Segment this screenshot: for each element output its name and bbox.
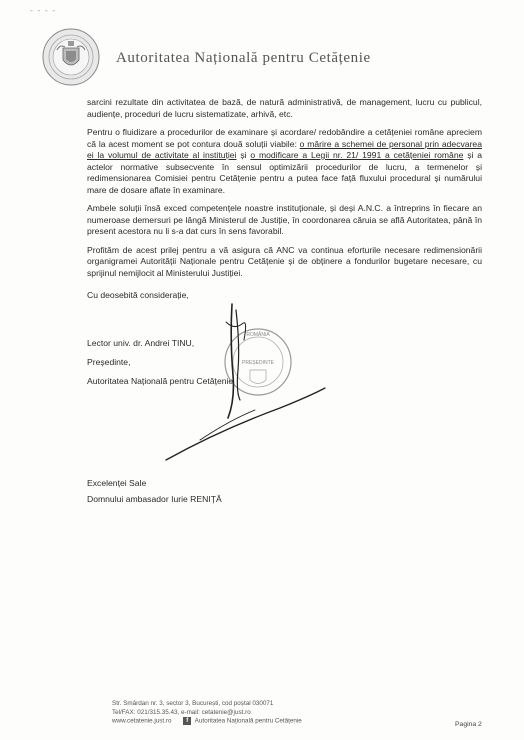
recipient-line-2: Domnului ambasador Iurie RENIȚĂ [87,494,222,504]
stamp-top-text: ROMÂNIA [246,332,270,338]
recipient-block [87,475,222,507]
facebook-icon: f [183,717,191,725]
footer-address: Str. Smârdan nr. 3, sector 3, București, cod poștal 030071 [112,700,274,707]
recipient-line-1: Excelenței Sale [87,478,147,488]
footer [112,700,302,726]
paragraph-1: sarcini rezultate din activitatea de bază, de natură administrativă, de management, lucru cu publicul, audiențe, proceduri de lucru sistematizate, arhivă, etc. [87,97,482,119]
letterhead [42,28,502,90]
paragraph-2 [87,127,482,196]
page-number: Pagina 2 [455,721,482,728]
paragraph-2-text-b: și [236,150,251,160]
footer-contact: Tel/FAX: 021/315.35.43, e-mail: cetatenie@just.ro [112,708,251,716]
paragraph-2-text-c: și a actelor normative subsecvente în sensul optimizării procedurilor de lucru, a termenelor și redimensionarea Comisiei pentru Cetățenie pentru a putea face față fluxului procedural și numărului mare de dosare aflate în examinare. [87,150,483,195]
footer-web-line [112,717,302,726]
official-stamp-icon [225,329,291,395]
paragraph-4: Profităm de acest prilej pentru a vă asigura că ANC va continua eforturile necesare redimensionării organigramei Autorității Naționale pentru Cetățenie și de obținere a fondurilor bugetare necesare, cu sprijinul nemijlocit al Ministerului Justiției. [87,244,482,278]
margin-scribble: - - - - [30,6,57,15]
paragraph-2-underline-1: o mărire a schemei de personal prin adecvarea ei la volumul de activitate al instituției [87,138,482,160]
paragraph-3: Ambele soluții însă exced competențele noastre instituționale, și deși A.N.C. a întreprins în fiecare an numeroase demersuri pe lângă Ministerul de Justiție, în coordonarea căruia se află Autoritatea, până în present acestora nu li s-a dat curs în sens favorabil. [87,203,482,236]
organization-name: Autoritatea Națională pentru Cetățenie [116,50,371,66]
paragraph-2-text-a: Pentru o fluidizare a procedurilor de examinare și acordare/ redobândire a cetățeniei române apreciem că la acest moment se pot contura două soluții viabile: [87,127,482,149]
signatory-role: Președinte, [87,357,131,367]
footer-website: www.cetatenie.just.ro [112,717,172,725]
signatory-name: Lector univ. dr. Andrei TINU, [87,338,195,348]
handwritten-signature-icon [166,304,325,460]
signatory-org: Autoritatea Națională pentru Cetățenie [87,376,234,386]
coat-of-arms-seal-icon [42,28,100,86]
paragraph-2-underline-2: o modificare a Legii nr. 21/ 1991 a cetățeniei române [250,150,464,160]
closing-salutation: Cu deosebită considerație, [87,290,189,300]
footer-facebook-label: Autoritatea Națională pentru Cetățenie [194,717,302,725]
stamp-middle-text: PREȘEDINTE [242,360,274,366]
signature-and-stamp-icon [160,300,440,470]
letter-body [87,97,482,286]
